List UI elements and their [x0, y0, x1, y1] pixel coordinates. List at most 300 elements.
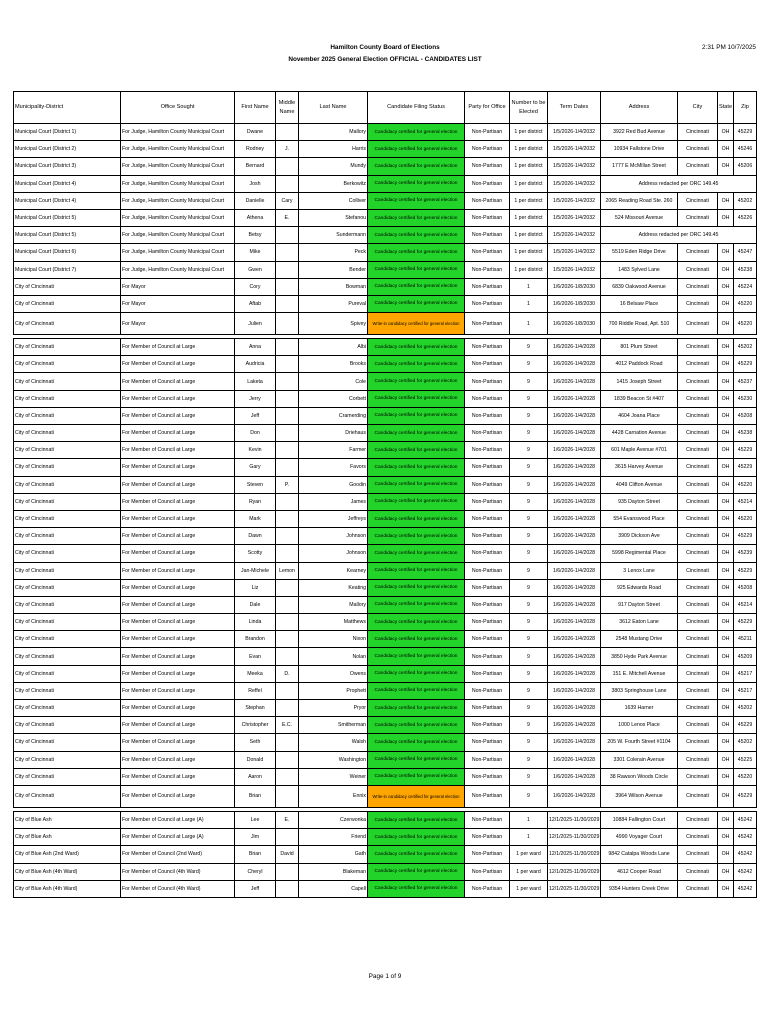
cell-middle-name	[276, 175, 299, 192]
cell-first-name: Meeka	[235, 665, 276, 682]
cell-address: 10934 Fallstone Drive	[601, 141, 678, 158]
cell-number-elected: 9	[510, 407, 548, 424]
table-row	[14, 425, 757, 442]
cell-first-name: Reffel	[235, 682, 276, 699]
cell-city: Cincinnati	[678, 648, 718, 665]
cell-filing-status: Candidacy certified for general election	[368, 579, 465, 596]
cell-first-name: Lee	[235, 811, 276, 828]
cell-address: 1839 Beacon St #407	[601, 390, 678, 407]
cell-filing-status: Candidacy certified for general election	[368, 124, 465, 141]
cell-middle-name	[276, 459, 299, 476]
col-state: State	[718, 92, 734, 124]
cell-filing-status: Write-in candidacy certified for general election	[368, 313, 465, 335]
cell-last-name: Goodin	[299, 476, 368, 493]
cell-number-elected: 9	[510, 734, 548, 751]
cell-last-name: Brooks	[299, 356, 368, 373]
table-body	[14, 124, 757, 898]
cell-first-name: Bernard	[235, 158, 276, 175]
cell-number-elected: 9	[510, 373, 548, 390]
cell-first-name: Rodney	[235, 141, 276, 158]
cell-first-name: Donald	[235, 751, 276, 768]
cell-city: Cincinnati	[678, 493, 718, 510]
cell-state: OH	[718, 631, 734, 648]
cell-office: For Member of Council at Large (A)	[121, 829, 235, 846]
cell-filing-status: Candidacy certified for general election	[368, 209, 465, 226]
cell-zip: 45220	[734, 313, 757, 335]
cell-party: Non-Partisan	[465, 192, 510, 209]
cell-first-name: Evan	[235, 648, 276, 665]
cell-city: Cincinnati	[678, 192, 718, 209]
cell-middle-name: E.C.	[276, 717, 299, 734]
cell-zip: 45208	[734, 407, 757, 424]
cell-first-name: Dawn	[235, 528, 276, 545]
cell-office: For Member of Council (4th Ward)	[121, 880, 235, 897]
cell-number-elected: 9	[510, 339, 548, 356]
cell-number-elected: 9	[510, 614, 548, 631]
cell-municipality: City of Cincinnati	[14, 545, 121, 562]
cell-address: 9842 Catalpa Woods Lane	[601, 846, 678, 863]
cell-number-elected: 1 per district	[510, 209, 548, 226]
cell-city: Cincinnati	[678, 631, 718, 648]
cell-last-name: Weiner	[299, 768, 368, 785]
cell-term-dates: 1/6/2026-1/4/2028	[548, 562, 601, 579]
cell-city: Cincinnati	[678, 244, 718, 261]
cell-office: For Member of Council (4th Ward)	[121, 863, 235, 880]
cell-party: Non-Partisan	[465, 356, 510, 373]
cell-number-elected: 9	[510, 356, 548, 373]
cell-city: Cincinnati	[678, 141, 718, 158]
cell-address: 3301 Colerain Avenue	[601, 751, 678, 768]
cell-last-name: Friend	[299, 829, 368, 846]
cell-state: OH	[718, 493, 734, 510]
cell-address: 4428 Carnation Avenue	[601, 425, 678, 442]
cell-middle-name	[276, 682, 299, 699]
table-row	[14, 261, 757, 278]
cell-first-name: Don	[235, 425, 276, 442]
cell-city: Cincinnati	[678, 442, 718, 459]
cell-term-dates: 1/6/2026-1/4/2028	[548, 442, 601, 459]
cell-term-dates: 1/5/2026-1/4/2032	[548, 175, 601, 192]
cell-last-name: Pureval	[299, 295, 368, 312]
cell-state: OH	[718, 880, 734, 897]
cell-filing-status: Candidacy certified for general election	[368, 717, 465, 734]
cell-middle-name	[276, 339, 299, 356]
cell-office: For Member of Council at Large	[121, 373, 235, 390]
table-row	[14, 785, 757, 807]
cell-first-name: Jerry	[235, 390, 276, 407]
cell-filing-status: Candidacy certified for general election	[368, 648, 465, 665]
table-row	[14, 751, 757, 768]
cell-zip: 45206	[734, 158, 757, 175]
cell-party: Non-Partisan	[465, 390, 510, 407]
cell-term-dates: 1/6/2026-1/4/2028	[548, 734, 601, 751]
cell-state: OH	[718, 579, 734, 596]
table-row	[14, 339, 757, 356]
cell-state: OH	[718, 476, 734, 493]
cell-last-name: Jeffreys	[299, 510, 368, 527]
cell-address: 10884 Fallington Court	[601, 811, 678, 828]
cell-office: For Member of Council at Large	[121, 665, 235, 682]
cell-zip: 45208	[734, 579, 757, 596]
cell-first-name: Seth	[235, 734, 276, 751]
cell-term-dates: 1/6/2026-1/4/2028	[548, 614, 601, 631]
cell-municipality: City of Cincinnati	[14, 390, 121, 407]
cell-party: Non-Partisan	[465, 829, 510, 846]
table-row	[14, 209, 757, 226]
cell-number-elected: 1 per district	[510, 175, 548, 192]
cell-term-dates: 1/6/2026-1/4/2028	[548, 785, 601, 807]
cell-state: OH	[718, 665, 734, 682]
cell-zip: 45225	[734, 751, 757, 768]
cell-zip: 45242	[734, 811, 757, 828]
cell-middle-name	[276, 227, 299, 244]
cell-party: Non-Partisan	[465, 339, 510, 356]
cell-zip: 45220	[734, 295, 757, 312]
cell-middle-name	[276, 768, 299, 785]
table-row	[14, 158, 757, 175]
cell-municipality: City of Cincinnati	[14, 734, 121, 751]
cell-office: For Member of Council at Large	[121, 339, 235, 356]
cell-zip: 45238	[734, 261, 757, 278]
cell-last-name: Washington	[299, 751, 368, 768]
cell-number-elected: 1 per district	[510, 227, 548, 244]
cell-address: 1777 E McMillan Street	[601, 158, 678, 175]
cell-city: Cincinnati	[678, 734, 718, 751]
cell-middle-name: Cary	[276, 192, 299, 209]
cell-term-dates: 1/6/2026-1/4/2028	[548, 390, 601, 407]
cell-number-elected: 1	[510, 278, 548, 295]
cell-last-name: Bender	[299, 261, 368, 278]
cell-municipality: Municipal Court (District 3)	[14, 158, 121, 175]
cell-party: Non-Partisan	[465, 442, 510, 459]
cell-term-dates: 1/5/2026-1/4/2032	[548, 158, 601, 175]
cell-term-dates: 1/6/2026-1/8/2030	[548, 313, 601, 335]
cell-filing-status: Candidacy certified for general election	[368, 493, 465, 510]
cell-filing-status: Candidacy certified for general election	[368, 528, 465, 545]
cell-last-name: Albi	[299, 339, 368, 356]
cell-city: Cincinnati	[678, 295, 718, 312]
cell-office: For Judge, Hamilton County Municipal Court	[121, 209, 235, 226]
cell-address: 925 Edwards Road	[601, 579, 678, 596]
cell-number-elected: 9	[510, 768, 548, 785]
cell-term-dates: 1/6/2026-1/4/2028	[548, 356, 601, 373]
cell-party: Non-Partisan	[465, 631, 510, 648]
cell-party: Non-Partisan	[465, 545, 510, 562]
table-row	[14, 648, 757, 665]
cell-filing-status: Candidacy certified for general election	[368, 373, 465, 390]
cell-filing-status: Candidacy certified for general election	[368, 425, 465, 442]
cell-office: For Judge, Hamilton County Municipal Court	[121, 175, 235, 192]
cell-office: For Member of Council at Large	[121, 442, 235, 459]
cell-zip: 45229	[734, 442, 757, 459]
cell-last-name: Driehaus	[299, 425, 368, 442]
table-row	[14, 768, 757, 785]
cell-municipality: City of Cincinnati	[14, 648, 121, 665]
cell-state: OH	[718, 734, 734, 751]
cell-filing-status: Candidacy certified for general election	[368, 141, 465, 158]
cell-address: 4990 Voyager Court	[601, 829, 678, 846]
cell-office: For Member of Council at Large	[121, 476, 235, 493]
cell-filing-status: Candidacy certified for general election	[368, 631, 465, 648]
cell-middle-name	[276, 158, 299, 175]
cell-party: Non-Partisan	[465, 880, 510, 897]
cell-middle-name	[276, 579, 299, 596]
cell-office: For Member of Council at Large	[121, 751, 235, 768]
cell-last-name: Pryor	[299, 700, 368, 717]
cell-party: Non-Partisan	[465, 510, 510, 527]
cell-zip: 45226	[734, 209, 757, 226]
cell-first-name: Mark	[235, 510, 276, 527]
cell-zip: 45202	[734, 339, 757, 356]
cell-city: Cincinnati	[678, 510, 718, 527]
cell-filing-status: Write-in candidacy certified for general election	[368, 785, 465, 807]
cell-municipality: Municipal Court (District 4)	[14, 192, 121, 209]
cell-last-name: Stefanou	[299, 209, 368, 226]
cell-state: OH	[718, 751, 734, 768]
cell-party: Non-Partisan	[465, 425, 510, 442]
cell-office: For Mayor	[121, 313, 235, 335]
cell-city: Cincinnati	[678, 880, 718, 897]
cell-city: Cincinnati	[678, 785, 718, 807]
table-row	[14, 717, 757, 734]
table-row	[14, 863, 757, 880]
cell-office: For Member of Council at Large	[121, 614, 235, 631]
cell-address: 3612 Eaton Lane	[601, 614, 678, 631]
cell-office: For Member of Council at Large (A)	[121, 811, 235, 828]
cell-address: 917 Dayton Street	[601, 596, 678, 613]
cell-municipality: City of Cincinnati	[14, 356, 121, 373]
cell-state: OH	[718, 407, 734, 424]
cell-party: Non-Partisan	[465, 665, 510, 682]
cell-city: Cincinnati	[678, 124, 718, 141]
cell-zip: 45239	[734, 545, 757, 562]
cell-party: Non-Partisan	[465, 682, 510, 699]
cell-state: OH	[718, 339, 734, 356]
cell-municipality: City of Cincinnati	[14, 407, 121, 424]
cell-address: 1639 Harner	[601, 700, 678, 717]
cell-zip: 45229	[734, 614, 757, 631]
cell-city: Cincinnati	[678, 373, 718, 390]
cell-first-name: Cheryl	[235, 863, 276, 880]
cell-state: OH	[718, 545, 734, 562]
col-address: Address	[601, 92, 678, 124]
cell-middle-name	[276, 124, 299, 141]
cell-last-name: Mallory	[299, 124, 368, 141]
cell-city: Cincinnati	[678, 562, 718, 579]
cell-last-name: Colliver	[299, 192, 368, 209]
cell-office: For Member of Council at Large	[121, 768, 235, 785]
cell-middle-name	[276, 278, 299, 295]
cell-state: OH	[718, 313, 734, 335]
cell-middle-name: E.	[276, 209, 299, 226]
col-party: Party for Office	[465, 92, 510, 124]
cell-number-elected: 9	[510, 442, 548, 459]
cell-last-name: Matthews	[299, 614, 368, 631]
cell-state: OH	[718, 295, 734, 312]
cell-state: OH	[718, 356, 734, 373]
cell-state: OH	[718, 278, 734, 295]
cell-municipality: City of Cincinnati	[14, 373, 121, 390]
cell-number-elected: 9	[510, 459, 548, 476]
cell-office: For Judge, Hamilton County Municipal Court	[121, 141, 235, 158]
cell-last-name: Bowman	[299, 278, 368, 295]
cell-city: Cincinnati	[678, 459, 718, 476]
cell-state: OH	[718, 141, 734, 158]
cell-city: Cincinnati	[678, 863, 718, 880]
cell-state: OH	[718, 863, 734, 880]
cell-office: For Judge, Hamilton County Municipal Court	[121, 227, 235, 244]
cell-term-dates: 1/6/2026-1/4/2028	[548, 476, 601, 493]
cell-number-elected: 9	[510, 751, 548, 768]
cell-party: Non-Partisan	[465, 863, 510, 880]
cell-state: OH	[718, 459, 734, 476]
cell-last-name: Corbett	[299, 390, 368, 407]
cell-first-name: Julien	[235, 313, 276, 335]
cell-office: For Member of Council at Large	[121, 648, 235, 665]
cell-state: OH	[718, 158, 734, 175]
candidates-table	[13, 91, 757, 898]
cell-party: Non-Partisan	[465, 700, 510, 717]
cell-party: Non-Partisan	[465, 476, 510, 493]
cell-middle-name	[276, 261, 299, 278]
cell-municipality: City of Cincinnati	[14, 562, 121, 579]
cell-party: Non-Partisan	[465, 811, 510, 828]
cell-term-dates: 1/6/2026-1/4/2028	[548, 510, 601, 527]
cell-zip: 45247	[734, 244, 757, 261]
cell-filing-status: Candidacy certified for general election	[368, 863, 465, 880]
cell-municipality: City of Blue Ash (2nd Ward)	[14, 846, 121, 863]
cell-number-elected: 1 per district	[510, 244, 548, 261]
cell-number-elected: 1 per district	[510, 158, 548, 175]
col-office: Office Sought	[121, 92, 235, 124]
cell-term-dates: 1/6/2026-1/4/2028	[548, 459, 601, 476]
list-title: November 2025 General Election OFFICIAL - CANDIDATES LIST	[288, 56, 482, 63]
cell-address: 1483 Sylved Lane	[601, 261, 678, 278]
cell-number-elected: 1 per district	[510, 261, 548, 278]
cell-number-elected: 1	[510, 295, 548, 312]
cell-municipality: City of Blue Ash	[14, 811, 121, 828]
cell-municipality: Municipal Court (District 6)	[14, 244, 121, 261]
cell-term-dates: 1/6/2026-1/4/2028	[548, 751, 601, 768]
cell-party: Non-Partisan	[465, 493, 510, 510]
cell-last-name: Berkowitz	[299, 175, 368, 192]
cell-first-name: Cory	[235, 278, 276, 295]
cell-zip: 45217	[734, 665, 757, 682]
cell-term-dates: 1/6/2026-1/8/2030	[548, 295, 601, 312]
cell-term-dates: 12/1/2025-11/30/2029	[548, 880, 601, 897]
cell-state: OH	[718, 700, 734, 717]
cell-term-dates: 1/5/2026-1/4/2032	[548, 209, 601, 226]
cell-middle-name	[276, 295, 299, 312]
cell-office: For Member of Council at Large	[121, 734, 235, 751]
cell-number-elected: 9	[510, 631, 548, 648]
cell-number-elected: 1 per district	[510, 141, 548, 158]
cell-party: Non-Partisan	[465, 175, 510, 192]
cell-municipality: City of Cincinnati	[14, 528, 121, 545]
cell-number-elected: 9	[510, 510, 548, 527]
cell-state: OH	[718, 244, 734, 261]
cell-state: OH	[718, 829, 734, 846]
cell-middle-name	[276, 390, 299, 407]
cell-address: 9354 Hunters Creek Drive	[601, 880, 678, 897]
cell-middle-name	[276, 313, 299, 335]
cell-middle-name	[276, 751, 299, 768]
cell-term-dates: 1/5/2026-1/4/2032	[548, 124, 601, 141]
cell-city: Cincinnati	[678, 209, 718, 226]
cell-address-redacted: Address redacted per ORC 149.45	[601, 175, 757, 192]
cell-term-dates: 1/6/2026-1/4/2028	[548, 545, 601, 562]
cell-last-name: Nolan	[299, 648, 368, 665]
cell-first-name: Stephan	[235, 700, 276, 717]
cell-last-name: Favors	[299, 459, 368, 476]
cell-municipality: Municipal Court (District 5)	[14, 209, 121, 226]
cell-last-name: Nixon	[299, 631, 368, 648]
cell-city: Cincinnati	[678, 717, 718, 734]
cell-city: Cincinnati	[678, 579, 718, 596]
cell-office: For Member of Council at Large	[121, 717, 235, 734]
cell-municipality: City of Cincinnati	[14, 665, 121, 682]
cell-party: Non-Partisan	[465, 528, 510, 545]
cell-zip: 45202	[734, 192, 757, 209]
cell-state: OH	[718, 373, 734, 390]
table-row	[14, 880, 757, 897]
cell-number-elected: 1	[510, 811, 548, 828]
cell-office: For Member of Council at Large	[121, 545, 235, 562]
cell-zip: 45220	[734, 768, 757, 785]
cell-municipality: City of Cincinnati	[14, 717, 121, 734]
cell-filing-status: Candidacy certified for general election	[368, 476, 465, 493]
cell-office: For Member of Council at Large	[121, 459, 235, 476]
table-row	[14, 227, 757, 244]
cell-state: OH	[718, 682, 734, 699]
table-row	[14, 579, 757, 596]
cell-city: Cincinnati	[678, 665, 718, 682]
cell-city: Cincinnati	[678, 614, 718, 631]
cell-zip: 45214	[734, 493, 757, 510]
cell-term-dates: 1/5/2026-1/4/2032	[548, 141, 601, 158]
cell-office: For Judge, Hamilton County Municipal Court	[121, 158, 235, 175]
cell-filing-status: Candidacy certified for general election	[368, 880, 465, 897]
cell-state: OH	[718, 390, 734, 407]
cell-party: Non-Partisan	[465, 648, 510, 665]
cell-office: For Member of Council at Large	[121, 631, 235, 648]
cell-number-elected: 9	[510, 476, 548, 493]
cell-address: 5519 Eden Ridge Drive	[601, 244, 678, 261]
cell-zip: 45211	[734, 631, 757, 648]
table-row	[14, 124, 757, 141]
cell-term-dates: 12/1/2025-11/30/2029	[548, 811, 601, 828]
cell-zip: 45202	[734, 700, 757, 717]
cell-address: 700 Riddle Road, Apt. 510	[601, 313, 678, 335]
cell-filing-status: Candidacy certified for general election	[368, 175, 465, 192]
cell-city: Cincinnati	[678, 811, 718, 828]
cell-number-elected: 9	[510, 596, 548, 613]
cell-party: Non-Partisan	[465, 158, 510, 175]
cell-term-dates: 1/6/2026-1/4/2028	[548, 425, 601, 442]
cell-last-name: Blakeman	[299, 863, 368, 880]
cell-state: OH	[718, 425, 734, 442]
cell-last-name: Owens	[299, 665, 368, 682]
cell-address: 38 Rawson Woods Circle	[601, 768, 678, 785]
col-first-name: First Name	[235, 92, 276, 124]
cell-middle-name	[276, 528, 299, 545]
cell-municipality: City of Cincinnati	[14, 476, 121, 493]
cell-last-name: Cramerding	[299, 407, 368, 424]
cell-address: 16 Belsaw Place	[601, 295, 678, 312]
cell-party: Non-Partisan	[465, 734, 510, 751]
cell-middle-name: J.	[276, 141, 299, 158]
cell-last-name: Prophett	[299, 682, 368, 699]
